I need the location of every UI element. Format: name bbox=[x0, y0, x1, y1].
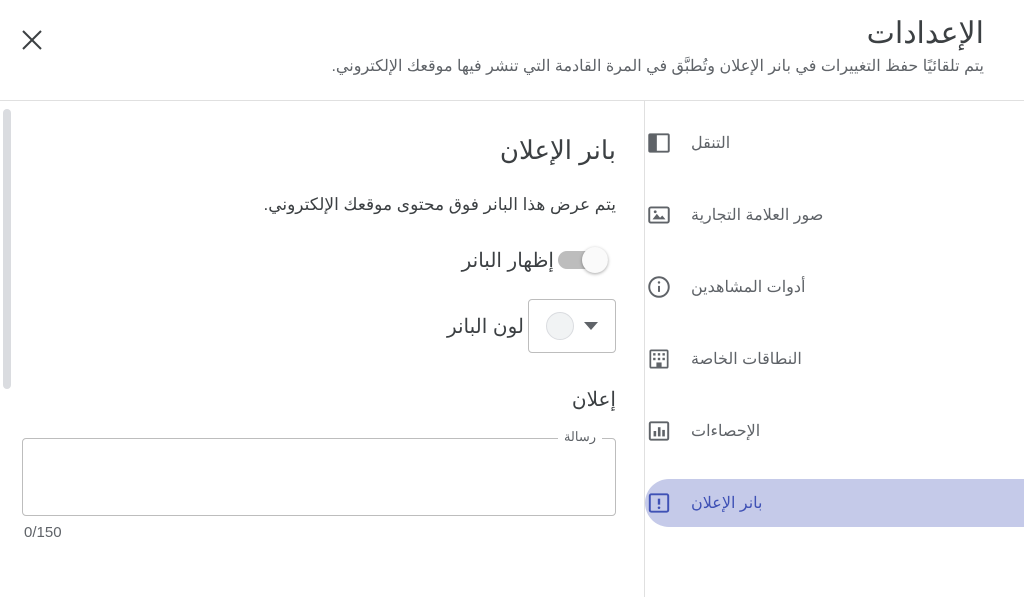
show-banner-label: إظهار البانر bbox=[461, 249, 554, 272]
section-title: بانر الإعلان bbox=[499, 135, 616, 165]
message-field-legend: رسالة bbox=[558, 429, 602, 445]
toggle-knob bbox=[582, 247, 608, 273]
dialog-header bbox=[0, 0, 1024, 100]
message-field-wrap bbox=[22, 429, 616, 516]
announcement-icon bbox=[645, 489, 673, 517]
banner-color-label: لون البانر bbox=[446, 315, 524, 338]
image-icon bbox=[645, 201, 673, 229]
content-scrollbar[interactable] bbox=[2, 101, 12, 597]
sidebar-item-brand-images[interactable] bbox=[645, 191, 1024, 239]
close-glyph bbox=[21, 29, 43, 51]
sidebar-item-navigation[interactable] bbox=[645, 119, 1024, 167]
show-banner-row bbox=[22, 247, 616, 273]
dialog-body bbox=[0, 100, 1024, 597]
sidebar-item-label: أدوات المشاهدين bbox=[691, 279, 806, 296]
banner-color-picker[interactable] bbox=[528, 299, 616, 353]
close-icon[interactable] bbox=[14, 22, 50, 58]
header-subtitle: يتم تلقائيًا حفظ التغييرات في بانر الإعلان وتُطبَّق في المرة القادمة التي تنشر فيها موقعك الإلكتروني. bbox=[331, 58, 984, 75]
section-description: يتم عرض هذا البانر فوق محتوى موقعك الإلكتروني. bbox=[263, 195, 616, 214]
sidebar-item-label: الإحصاءات bbox=[691, 423, 761, 440]
sidebar-item-label: التنقل bbox=[691, 135, 731, 152]
message-input[interactable] bbox=[22, 438, 616, 516]
color-swatch bbox=[546, 312, 574, 340]
sidebar-item-announcement-banner[interactable] bbox=[645, 479, 1024, 527]
announcement-title: إعلان bbox=[571, 389, 616, 411]
sidebar-item-custom-domains[interactable] bbox=[645, 335, 1024, 383]
sidebar-item-label: بانر الإعلان bbox=[691, 495, 763, 512]
building-icon bbox=[645, 345, 673, 373]
banner-color-row bbox=[22, 299, 616, 353]
settings-nav bbox=[644, 101, 1024, 597]
sidebar-item-viewer-tools[interactable] bbox=[645, 263, 1024, 311]
chevron-down-icon bbox=[584, 322, 598, 330]
sidebar-item-label: صور العلامة التجارية bbox=[691, 207, 824, 224]
character-counter: 0/150 bbox=[24, 524, 62, 541]
show-banner-toggle[interactable] bbox=[558, 247, 616, 273]
sidebar-item-label: النطاقات الخاصة bbox=[691, 351, 802, 368]
bar-chart-icon bbox=[645, 417, 673, 445]
info-circle-icon bbox=[645, 273, 673, 301]
layout-columns-icon bbox=[645, 129, 673, 157]
sidebar-item-statistics[interactable] bbox=[645, 407, 1024, 455]
page-title: الإعدادات bbox=[866, 17, 984, 50]
settings-content bbox=[0, 101, 644, 597]
scrollbar-thumb[interactable] bbox=[3, 109, 11, 389]
